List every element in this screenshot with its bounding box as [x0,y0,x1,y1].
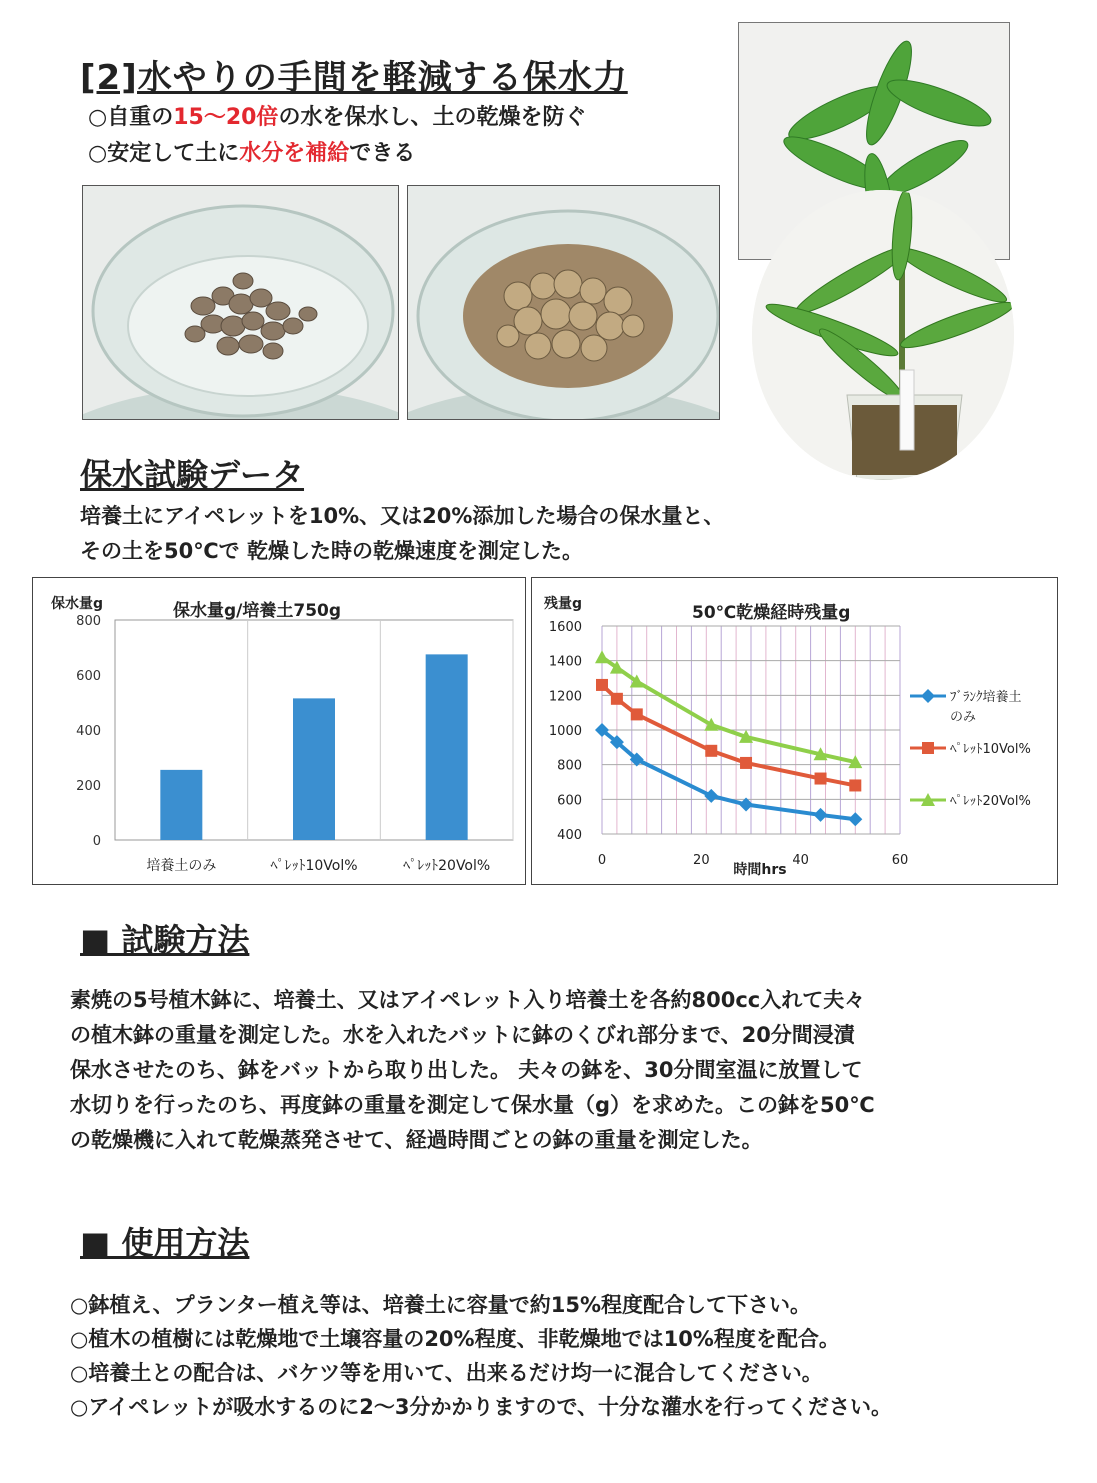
line-chart-ytick: 1600 [548,620,582,635]
usage-item: ○鉢植え、プランター植え等は、培養土に容量で約15%程度配合して下さい。 [70,1293,812,1317]
line-chart-xlabel: 時間hrs [733,862,787,878]
plant-potted-image [752,190,1014,480]
method-line: 水切りを行ったのち、再度鉢の重量を測定して保水量（g）を求めた。この鉢を50℃ [70,1093,875,1117]
line-chart-point [815,773,827,785]
page-title: [2]水やりの手間を軽減する保水力 [80,58,628,98]
drying-line-chart [532,578,1057,884]
line-chart-ytick: 1200 [548,689,582,705]
line-chart-point [849,779,861,791]
dry-pellets-photo [82,185,399,420]
line-chart-legend-label: ﾍﾟﾚｯﾄ20Vol% [950,794,1031,809]
usage-list [70,1288,892,1424]
line-chart-point [611,693,623,705]
bar-chart-category-label: ﾍﾟﾚｯﾄ10Vol% [270,858,358,874]
line-chart-xtick: 40 [792,853,809,868]
usage-title: ■ 使用方法 [80,1224,250,1262]
test-data-title: 保水試験データ [80,456,305,494]
line-chart-point [596,679,608,691]
line-chart-title: 50℃乾燥経時残量g [692,603,851,623]
wet-pellets-photo [407,185,720,420]
line-chart-ytick: 800 [557,758,582,774]
bar-chart-title: 保水量g/培養土750g [173,601,342,621]
bar-chart-ytick: 600 [76,669,101,684]
bar-chart-frame [32,577,526,885]
line-chart-xtick: 20 [693,853,710,868]
line-chart-xtick: 60 [891,853,909,868]
line-chart-point [705,745,717,757]
dry-pellets-image [83,186,398,419]
line-chart-ylabel: 残量g [544,596,583,612]
usage-item: ○培養土との配合は、バケツ等を用いて、出来るだけ均一に混合してください。 [70,1361,823,1385]
bullet-2-emphasis: 水分を補給 [239,141,350,166]
method-line: の植木鉢の重量を測定した。水を入れたバットに鉢のくびれ部分まで、20分間浸漬 [70,1023,855,1047]
line-chart-legend-label: のみ [950,710,977,725]
method-title: ■ 試験方法 [80,921,250,959]
line-chart-point [922,742,934,754]
line-chart-xtick: 0 [597,853,607,868]
method-line: の乾燥機に入れて乾燥蒸発させて、経過時間ごとの鉢の重量を測定した。 [70,1128,763,1152]
line-chart-series-line [602,685,855,786]
line-chart-point [631,708,643,720]
bar-chart-ytick: 0 [92,834,101,849]
line-chart-legend-label: ﾍﾟﾚｯﾄ10Vol% [950,742,1031,757]
line-chart-legend-label: ﾌﾞﾗﾝｸ培養土 [950,690,1022,705]
bullet-1-emphasis: 15～20倍 [173,105,279,130]
line-chart-point [921,689,935,703]
line-chart-frame [531,577,1058,885]
bullet-1-pre: ○自重の [88,105,174,130]
usage-item: ○植木の植樹には乾燥地で土壌容量の20%程度、非乾燥地では10%程度を配合。 [70,1327,840,1351]
bullet-2-post: できる [349,141,416,166]
bar-chart-category-label: 培養土のみ [146,858,217,874]
bullet-1-post: の水を保水し、土の乾燥を防ぐ [278,105,587,130]
test-data-desc-2: その土を50℃で 乾燥した時の乾燥速度を測定した。 [80,539,583,563]
line-chart-point [740,757,752,769]
bullet-2-pre: ○安定して土に [88,141,240,166]
plant-potted-photo [752,190,1014,480]
water-retention-bar-chart [33,578,525,884]
bar-chart-ytick: 800 [76,614,101,629]
bar-chart-ytick: 200 [76,779,101,794]
feature-bullet-2 [88,136,415,167]
method-line: 保水させたのち、鉢をバットから取り出した。 夫々の鉢を、30分間室温に放置して [70,1058,863,1082]
bar-chart-bar [293,698,335,840]
wet-pellets-image [408,186,719,419]
method-text [70,983,875,1158]
method-line: 素焼の5号植木鉢に、培養土、又はアイペレット入り培養土を各約800cc入れて夫々 [70,988,866,1012]
feature-bullet-1 [88,100,586,131]
usage-item: ○アイペレットが吸水するのに2～3分かかりますので、十分な灌水を行ってください。 [70,1395,893,1419]
test-data-desc-1: 培養土にアイペレットを10%、又は20%添加した場合の保水量と、 [80,504,725,528]
line-chart-ytick: 600 [557,793,582,809]
bar-chart-ylabel: 保水量g [51,596,104,612]
bar-chart-ytick: 400 [76,724,101,739]
line-chart-ytick: 1400 [548,654,582,670]
line-chart-point [848,812,862,826]
bar-chart-category-label: ﾍﾟﾚｯﾄ20Vol% [403,858,491,874]
line-chart-ytick: 400 [557,828,582,843]
bar-chart-bar [426,654,468,840]
line-chart-point [595,650,609,663]
bar-chart-bar [160,770,202,840]
line-chart-ytick: 1000 [548,724,582,739]
